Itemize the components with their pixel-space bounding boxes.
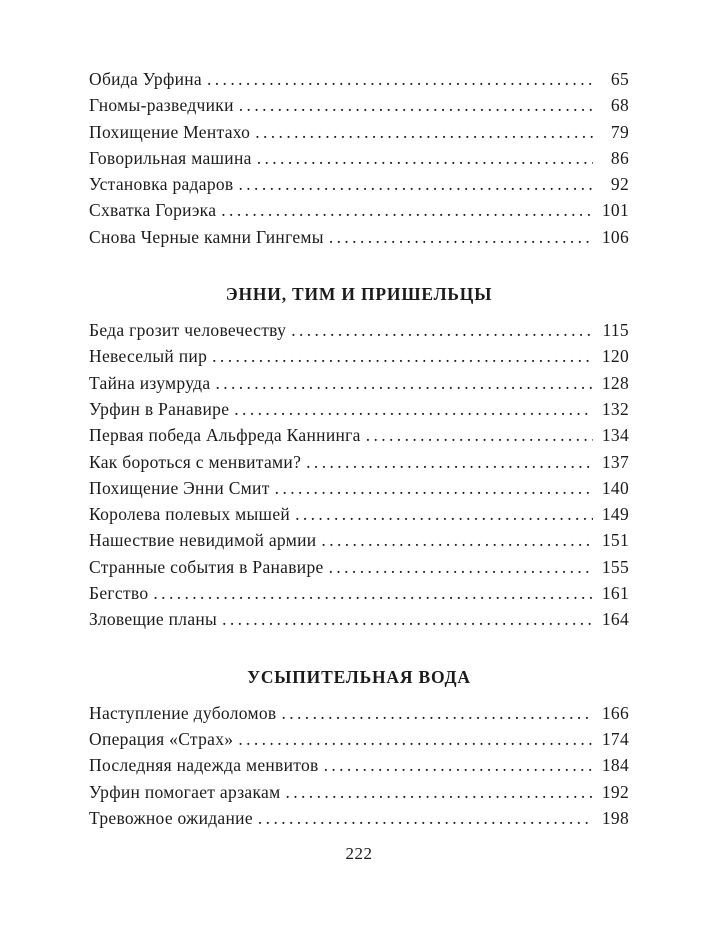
toc-entry-page: 120 <box>601 346 629 367</box>
toc-entry-title: Беда грозит человечеству <box>89 320 287 341</box>
toc-entry <box>89 197 629 223</box>
toc-entry-title: Снова Черные камни Гингемы <box>89 226 324 247</box>
toc-entry-title: Зловещие планы <box>89 609 218 630</box>
toc-entry <box>89 805 629 831</box>
dot-leader <box>217 606 593 632</box>
toc-section <box>89 66 629 250</box>
dot-leader <box>216 197 593 223</box>
dot-leader <box>234 171 594 197</box>
toc-entry <box>89 317 629 343</box>
toc-entry-title: Наступление дуболомов <box>89 702 277 723</box>
dot-leader <box>252 145 593 171</box>
dot-leader <box>286 317 593 343</box>
toc-entry-page: 132 <box>601 398 629 419</box>
toc-entry-page: 101 <box>601 200 629 221</box>
toc-entry-page: 155 <box>601 556 629 577</box>
toc-entry <box>89 370 629 396</box>
toc-entry-title: Урфин в Ранавире <box>89 398 230 419</box>
dot-leader <box>234 92 593 118</box>
toc-entry-title: Нашествие невидимой армии <box>89 530 317 551</box>
toc-entry <box>89 145 629 171</box>
dot-leader <box>324 224 593 250</box>
toc-entry <box>89 726 629 752</box>
toc-section-header: ЭННИ, ТИМ И ПРИШЕЛЬЦЫ <box>225 284 493 305</box>
toc-entry-page: 92 <box>610 174 629 195</box>
toc-entry <box>89 119 629 145</box>
toc-entry <box>89 700 629 726</box>
toc-entry-page: 68 <box>610 95 629 116</box>
toc-entry <box>89 501 629 527</box>
toc-entry-title: Установка радаров <box>89 174 234 195</box>
toc-entry <box>89 554 629 580</box>
toc-entry-title: Королева полевых мышей <box>89 504 291 525</box>
dot-leader <box>148 580 593 606</box>
toc-entry-title: Схватка Гориэка <box>89 200 217 221</box>
toc-entry <box>89 580 629 606</box>
dot-leader <box>210 370 593 396</box>
toc-entry-page: 198 <box>601 807 629 828</box>
toc-entry-page: 79 <box>610 121 629 142</box>
dot-leader <box>280 779 593 805</box>
toc-entry <box>89 475 629 501</box>
toc-entry-page: 151 <box>601 530 629 551</box>
toc-entry-title: Обида Урфина <box>89 69 202 89</box>
dot-leader <box>202 66 593 92</box>
toc-entry-title: Как бороться с менвитами? <box>89 451 302 472</box>
toc-entry <box>89 779 629 805</box>
dot-leader <box>324 554 593 580</box>
dot-leader <box>361 422 593 448</box>
toc-entry-title: Странные события в Ранавире <box>89 556 324 577</box>
dot-leader <box>250 119 593 145</box>
toc-entry <box>89 171 629 197</box>
toc-section <box>89 664 629 831</box>
toc-entry <box>89 343 629 369</box>
dot-leader <box>276 700 593 726</box>
page-number: 222 <box>345 844 373 864</box>
toc-entry-page: 164 <box>601 609 629 630</box>
toc-entry-title: Невеселый пир <box>89 346 208 367</box>
toc-entry-title: Урфин помогает арзакам <box>89 781 281 802</box>
dot-leader <box>270 475 593 501</box>
toc-entry <box>89 606 629 632</box>
dot-leader <box>233 726 593 752</box>
dot-leader <box>229 396 593 422</box>
toc-entry-title: Гномы-разведчики <box>89 95 234 116</box>
toc-entry-page: 184 <box>601 755 629 776</box>
toc-entry <box>89 224 629 250</box>
toc-entry <box>89 66 629 92</box>
toc-entry-page: 106 <box>601 226 629 247</box>
toc-entry <box>89 92 629 118</box>
toc-entry-page: 140 <box>601 477 629 498</box>
toc-entry-page: 128 <box>601 372 629 393</box>
toc-entry-title: Похищение Энни Смит <box>89 477 270 498</box>
toc-entry-page: 65 <box>610 69 629 89</box>
toc-entry-page: 166 <box>601 702 629 723</box>
toc-entry-title: Тайна изумруда <box>89 372 211 393</box>
toc-entry-title: Бегство <box>89 583 149 604</box>
toc-entry <box>89 527 629 553</box>
toc-entry-page: 137 <box>601 451 629 472</box>
toc-entry-page: 115 <box>602 320 629 341</box>
toc-entry <box>89 396 629 422</box>
toc-entry <box>89 752 629 778</box>
toc-entry-title: Последняя надежда менвитов <box>89 755 319 776</box>
toc-entry-page: 192 <box>601 781 629 802</box>
dot-leader <box>301 449 593 475</box>
toc-entry <box>89 449 629 475</box>
toc-entry <box>89 422 629 448</box>
toc-section <box>89 281 629 633</box>
toc-entry-page: 149 <box>601 504 629 525</box>
toc-entry-page: 86 <box>610 147 629 168</box>
toc-entry-title: Похищение Ментахо <box>89 121 251 142</box>
dot-leader <box>316 527 593 553</box>
toc-entry-page: 161 <box>601 583 629 604</box>
toc-section-header: УСЫПИТЕЛЬНАЯ ВОДА <box>247 666 471 687</box>
dot-leader <box>319 752 593 778</box>
dot-leader <box>290 501 593 527</box>
dot-leader <box>253 805 593 831</box>
toc-entry-title: Тревожное ожидание <box>89 807 253 828</box>
table-of-contents <box>89 66 629 864</box>
toc-entry-title: Операция «Страх» <box>89 728 234 749</box>
toc-entry-page: 174 <box>601 728 629 749</box>
toc-entry-title: Первая победа Альфреда Каннинга <box>89 425 361 446</box>
toc-entry-title: Говорильная машина <box>89 147 252 168</box>
dot-leader <box>207 343 593 369</box>
toc-entry-page: 134 <box>601 425 629 446</box>
